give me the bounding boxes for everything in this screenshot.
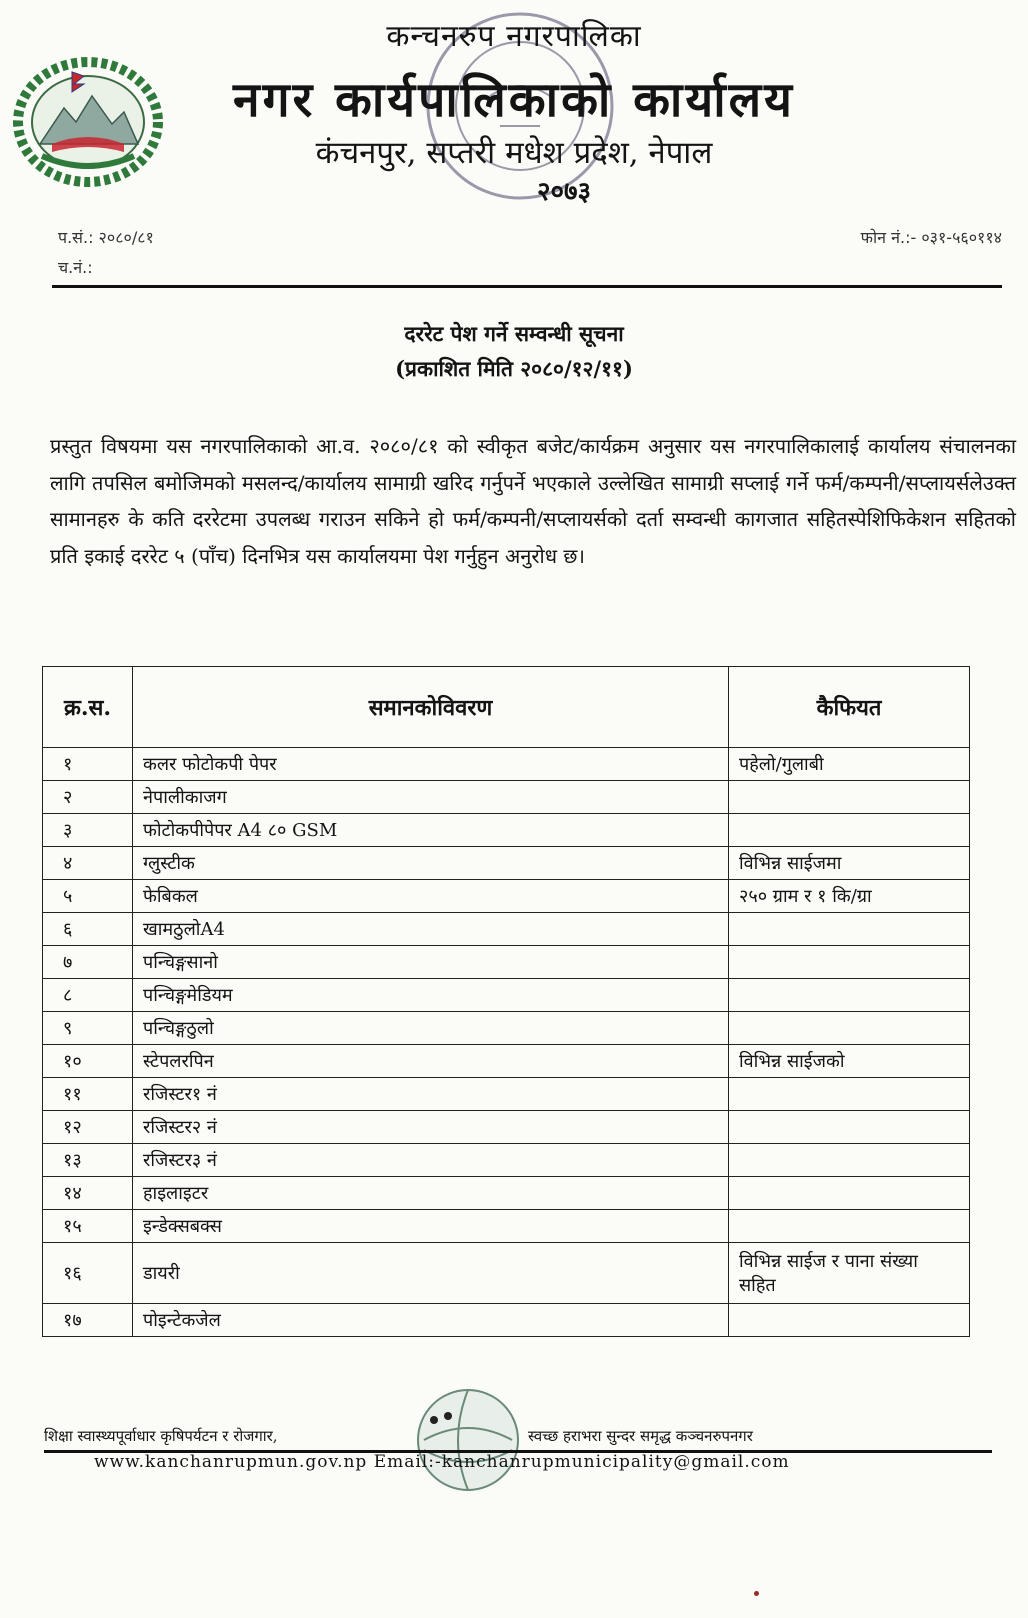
row-serial: ३ [43, 814, 133, 847]
row-remark [729, 1144, 970, 1177]
row-serial: ६ [43, 913, 133, 946]
table-row [43, 814, 970, 847]
row-item: फोटोकपीपेपर A4 ८० GSM [133, 814, 729, 847]
table-row [43, 1177, 970, 1210]
footer-slogan-right: स्वच्छ हराभरा सुन्दर समृद्ध कञ्चनरुपनगर [528, 1427, 753, 1445]
row-serial: १६ [43, 1243, 133, 1304]
table-row [43, 748, 970, 781]
table-row [43, 1144, 970, 1177]
row-remark [729, 814, 970, 847]
row-item: रजिस्टर३ नं [133, 1144, 729, 1177]
row-item: फेबिकल [133, 880, 729, 913]
table-header-row [43, 667, 970, 748]
header-item-description: समानकोविवरण [133, 667, 729, 748]
row-item: रजिस्टर२ नं [133, 1111, 729, 1144]
footer-globe-logo-icon [414, 1386, 522, 1494]
row-serial: १३ [43, 1144, 133, 1177]
row-item: ग्लुस्टीक [133, 847, 729, 880]
header-serial: क्र.स. [43, 667, 133, 748]
header-divider [52, 285, 1002, 288]
header-remarks: कैफियत [729, 667, 970, 748]
row-remark [729, 781, 970, 814]
row-remark [729, 1012, 970, 1045]
row-serial: ११ [43, 1078, 133, 1111]
row-item: नेपालीकाजग [133, 781, 729, 814]
row-item: कलर फोटोकपी पेपर [133, 748, 729, 781]
row-serial: १५ [43, 1210, 133, 1243]
office-address: कंचनपुर, सप्तरी मधेश प्रदेश, नेपाल [315, 135, 713, 171]
row-serial: १७ [43, 1304, 133, 1337]
row-remark [729, 913, 970, 946]
row-item: पोइन्टेकजेल [133, 1304, 729, 1337]
row-item: स्टेपलरपिन [133, 1045, 729, 1078]
row-serial: १० [43, 1045, 133, 1078]
row-serial: ९ [43, 1012, 133, 1045]
row-item: पन्चिङ्गठुलो [133, 1012, 729, 1045]
row-remark: २५० ग्राम र १ कि/ग्रा [729, 880, 970, 913]
table-row [43, 913, 970, 946]
row-serial: २ [43, 781, 133, 814]
footer-contact: www.kanchanrupmun.gov.np Email:-kanchanrupmunicipality@gmail.com [94, 1452, 790, 1472]
row-serial: १ [43, 748, 133, 781]
row-item: पन्चिङ्गसानो [133, 946, 729, 979]
row-serial: ४ [43, 847, 133, 880]
row-remark: विभिन्न साईजमा [729, 847, 970, 880]
table-row [43, 1304, 970, 1337]
row-remark [729, 946, 970, 979]
row-item: रजिस्टर१ नं [133, 1078, 729, 1111]
row-remark: पहेलो/गुलाबी [729, 748, 970, 781]
row-remark [729, 1210, 970, 1243]
table-row [43, 1078, 970, 1111]
row-remark: विभिन्न साईजको [729, 1045, 970, 1078]
row-remark [729, 1078, 970, 1111]
table-row [43, 1111, 970, 1144]
row-serial: ८ [43, 979, 133, 1012]
table-row [43, 979, 970, 1012]
footer-slogan-left: शिक्षा स्वास्थ्यपूर्वाधार कृषिपर्यटन र रोजगार, [44, 1427, 278, 1445]
row-item: खामठुलोA4 [133, 913, 729, 946]
dispatch-number: च.नं.: [58, 258, 93, 277]
row-item: हाइलाइटर [133, 1177, 729, 1210]
row-remark [729, 979, 970, 1012]
items-table [42, 666, 970, 1337]
table-row [43, 1045, 970, 1078]
table-row [43, 847, 970, 880]
municipality-name: कन्चनरुप नगरपालिका [386, 19, 642, 54]
table-row [43, 946, 970, 979]
notice-body: प्रस्तुत विषयमा यस नगरपालिकाको आ.व. २०८०/८१ को स्वीकृत बजेट/कार्यक्रम अनुसार यस नगरपालिकालाई कार्यालय संचालनका लागि तपसिल बमोजिमको मसलन्द/कार्यालय सामाग्री खरिद गर्नुपर्ने भएकाले उल्लेखित सामाग्री सप्लाई गर्ने फर्म/कम्पनी/सप्लायर्सलेउक्त सामानहरु के कति दररेटमा उपलब्ध गराउन सकिने हो फर्म/कम्पनी/सप्लायर्सको दर्ता सम्वन्धी कागजात सहितस्पेशिफिकेशन सहितको प्रति इकाई दररेट ५ (पाँच) दिनभित्र यस कार्यालयमा पेश गर्नुहुन अनुरोध छ। [50, 434, 1016, 568]
notice-title: दररेट पेश गर्ने सम्वन्धी सूचना [404, 321, 624, 346]
row-serial: १४ [43, 1177, 133, 1210]
row-item: डायरी [133, 1243, 729, 1304]
table-row [43, 781, 970, 814]
row-item: इन्डेक्सबक्स [133, 1210, 729, 1243]
table-row [43, 1012, 970, 1045]
table-row [43, 880, 970, 913]
row-remark [729, 1111, 970, 1144]
notice-published-date: (प्रकाशित मिति २०८०/१२/११) [395, 356, 633, 381]
table-row [43, 1243, 970, 1304]
table-row [43, 1210, 970, 1243]
office-name: नगर कार्यपालिकाको कार्यालय [232, 72, 796, 128]
row-remark: विभिन्न साईज र पाना संख्या सहित [729, 1243, 970, 1304]
row-serial: १२ [43, 1111, 133, 1144]
ink-mark [754, 1591, 759, 1596]
row-serial: ५ [43, 880, 133, 913]
reference-number: प.सं.: २०८०/८१ [58, 228, 154, 247]
row-serial: ७ [43, 946, 133, 979]
established-year: २०७३ [536, 177, 592, 207]
row-remark [729, 1304, 970, 1337]
row-item: पन्चिङ्गमेडियम [133, 979, 729, 1012]
row-remark [729, 1177, 970, 1210]
phone-number: फोन नं.:- ०३१-५६०११४ [860, 228, 1002, 247]
